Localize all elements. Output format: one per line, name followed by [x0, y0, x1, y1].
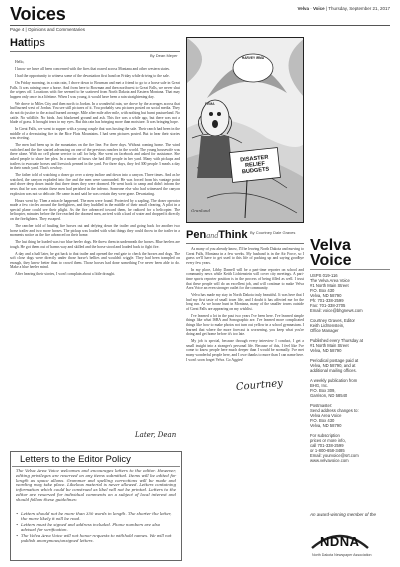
publication-info-line: Fax: 701-338-2705 [310, 303, 346, 308]
hattips-byline: By Dean Meyer [150, 53, 178, 58]
publication-info-block [310, 338, 390, 353]
hattips-paragraph: The men had been up in the mountains on the fire line. For three days. Without coming home. The wind switched and the fire started advancing on one of the previous ranches in the world. The young housewife was there alone. With no cell phone service to call for help. She went on facebook and asked for assistance. She asked people to share her plea. In a matter of hours she had 400 people in her yard. Many with pickups and trailers to evacuate horses and livestock penned in the yard. For three days, they fed 300 people 3 meals a day in their ranch yard. That's cowboy. [10, 143, 180, 171]
publication-info [310, 273, 390, 468]
cartoon-credit: Granlund [191, 208, 211, 213]
letters-policy-rule-item: • Letters should not be more than 350 words in length. The shorter the letter, the more likely it will be read. [16, 512, 176, 522]
hattips-heading [10, 37, 45, 49]
publication-info-block [310, 273, 390, 313]
publication-info-block [310, 358, 390, 373]
publication-info-line: P.O. Box 430 [310, 418, 335, 423]
publication-info-line: additional mailing offices. [310, 368, 357, 373]
publication-info-line: call 701-338-2599 [310, 443, 344, 448]
ndna-subtext: North Dakota Newspaper Association [312, 553, 372, 557]
publication-info-block [310, 378, 390, 398]
hattips-paragraph: We drove to Miles City and then north to Jordan. In a wonderful rain, we drove by the acreages across that had burned west of Jordan. You see still pictures of it. You probably saw pictures posted on social media. They do not do justice to the actual burned acreage. Mile after mile after mile, with nothing but burnt pastureland. No cattle. No wildlife. No birds. Just blackened ground and ash. This fire was a while ago, but there was not a blade of grass. It brought tears to my eyes. But this rain has bringing more than moisture. It was bringing hope. [10, 101, 180, 125]
publication-info-line: Ph: 701-338-2599 [310, 298, 344, 303]
pen-think-signature: Courtney [235, 377, 284, 394]
hattips-paragraph: I know we have all been concerned with the fires that roared across Montana and other western states. [15, 66, 170, 71]
publication-info-line: Velva, ND 58790, and at [310, 363, 356, 368]
hattips-paragraph: Hours went by. Then a miracle happened. The men were found. Protected by a sapling. The dozer operator made a few circles around the firefighters, and they huddled in the middle of their small clearing. A pilot in a special plane could see their plight. As the fire advanced toward them, he radioed for a helicopter. The helicopter, minutes before the fire reached the doomed men, arrived with a load of water and dropped it directly on the firefighters. They escaped. [10, 198, 180, 221]
pen-think-rule [186, 243, 304, 244]
paper-name: Velva [297, 6, 309, 11]
hattips-paragraph: A day and a half later, he got back to that trailer and opened the end gate to check the horses and dogs. The soft close dogs were directly under those horse's bellies and wouldn't wiggle. They had been trampled on enough, they knew better than to crowd them. Those horses had done something I've never been able to do. Make a blue heeler mind. [10, 251, 180, 270]
hattips-paragraph: On Friday morning, in a rain rain, I drove down to Bowman and met a friend to go to a horse sale in Great Falls. It was raining once a horse. And from here to Bowman and then northwest to Great Falls, we never shut the wipers off. Locations with fire seemed to be scattered from North Dakota and Eastern Montana. That may happen only once in a lifetime. When I was young, it would have been a rain straightening day. [10, 80, 180, 99]
pen-think-paragraph: My job is special, because through every interview I conduct, I get a small insight into a stranger's personal life. Because of this, I feel like I've come to know people here much deeper than I would be normally. I've met many wonderful people here, and I owe thanks to more than I can name here. I won't soon forget Velva. Go Aggies! [186, 339, 304, 362]
publication-info-line: Velva, ND 58790 [310, 348, 342, 353]
section-subtitle: Opinions and Commentaries [27, 27, 85, 32]
pen-title: Pen [186, 229, 207, 241]
letters-policy-rule-item: • The Velva Area Voice will not honor requests to withhold names. We will not publish anonymous/unsigned letters. [16, 534, 176, 544]
publication-info-line: www.velvavoice.com [310, 458, 349, 463]
pen-think-article [186, 247, 304, 395]
logo-line-1: Velva [310, 237, 351, 254]
pen-think-paragraph: In my place, Libby Darnell will be a part-time reporter on school and community news while Keith Lichtenstein will cover city meetings. A part-time sports reporter position is in the process of being filled as well. I trust that these people will do an excellent job, and will continue to make Velva Area Voice an even stronger outlet for the community. [186, 267, 304, 291]
cartoon-sign: DISASTER RELIEF BUDGETS [239, 154, 270, 176]
cartoon-drawing [187, 38, 304, 223]
publication-info-line: Published every Thursday at [310, 338, 363, 343]
dateline-divider: | [325, 6, 328, 11]
publication-info-line: BHG, Inc. [310, 383, 329, 388]
publication-info-block [310, 403, 390, 428]
hattips-paragraph: Hello, [15, 60, 25, 64]
editorial-cartoon [186, 37, 304, 223]
publication-info-line: or 1-800-658-3485 [310, 448, 345, 453]
pen-think-byline: By Courtney Dale Graves [250, 230, 296, 235]
hattips-title-bold: Hat [10, 37, 28, 49]
publication-info-block [310, 318, 390, 333]
hattips-paragraph: In Great Falls, we went to supper with a young couple that was hosting the sale. Their ranch had been in the middle of a devastating fire in the Rice Flats Mountains. I had seen pictures posted. But to hear their stories was riveting. [10, 127, 180, 141]
publication-info-line: Send address changes to: [310, 408, 359, 413]
publication-info-line: Garrison, ND 58540 [310, 393, 348, 398]
pen-and-title: and [206, 231, 219, 240]
publication-info-line: Office Manager [310, 328, 339, 333]
publication-info-line: Velva, ND 58790 [310, 423, 342, 428]
hattips-article [10, 60, 180, 436]
hattips-rule [10, 51, 180, 52]
letters-policy-body: The Velva Area Voice welcomes and encourages letters to the editor. However, editing privileges are reserved on any items submitted. Items will be edited for length as space allows. Grammar and spelling corrections will be made and wording may take place. Libelous material is never allowed. Letters containing information which could be construed as libel will not be printed. Letters to the editor are reserved for individual comments on a subject of local interest and should follow these guidelines: [16, 468, 176, 502]
hattips-paragraph: The father told of watching a dozer go over a steep incline and down into a canyon. Three times. And as he watched, the canyon exploded into fire and the men were surrounded. He was forced from his vantage point and drove deep down inside that three times they were doomed. He went back to camp and didn't inform the news that he was certain these men had perished in the inferno. Someone else who had witnessed the canyon explosion was not so delicate. He came in and said he was certain they were gone. Devastating. [10, 173, 180, 196]
paper-dateline [297, 6, 390, 11]
hattips-paragraph: The rancher told of hauling fire horses out and defying down the trailer and going back for another two horse trailer and two more horses. The pickup was loaded with what things they could throw in the trailer in a moments notice as the fire advanced on their home. [10, 223, 180, 238]
think-title: Think [218, 229, 248, 241]
paper-name-2: Voice [313, 6, 325, 11]
hattips-paragraph: The last thing he loaded was two blue heeler dogs. He threw them in underneath the horses. Blue heelers are tough. He got them out of harms way and skilled and the horse stood and loaded back to fight fire. [10, 240, 180, 249]
letters-policy-title: Letters to the Editor Policy [20, 454, 131, 465]
hattips-paragraph: After hearing their stories, I won't complain about a little drought. [15, 272, 116, 277]
publication-info-line: #1 North Main Street [310, 343, 349, 348]
publication-info-line: prices or more info, [310, 438, 346, 443]
issue-date: Thursday, September 21, 2017 [328, 6, 390, 11]
pen-think-paragraph: I've learned a lot in the past two years I've been here. I've learned simple things like what ISBA and Sonographic are. I've learned more complicated things like how to make photos not turn out yellow in a school gymnasium. I learned that where the more forecast is worsening, you keep what you're doing and get home before it's too late. [186, 313, 304, 337]
ndna-logo-text: NDNA [320, 534, 360, 549]
letters-policy-rule-item: • Letters must be signed and address included. Phone numbers are also advised for verification. [16, 523, 176, 533]
cartoon-fema-label: FEMA [205, 102, 215, 106]
section-title: Voices [10, 4, 66, 24]
hattips-title-light: tips [27, 37, 45, 49]
letters-policy-rules [16, 512, 176, 545]
logo-rule [310, 269, 390, 270]
hattips-signature: Later, Dean [135, 431, 177, 439]
paper-name-separator: · [310, 6, 312, 11]
publication-info-line: For subscription [310, 433, 340, 438]
publication-info-line: Courtney Graves, Editor [310, 318, 355, 323]
publication-info-line: Email: yourvoice@srt.com [310, 453, 359, 458]
letters-policy-rule [12, 466, 180, 467]
publication-info-line: USPS 019-116 [310, 273, 338, 278]
pen-think-paragraph: Velva has made my stay in North Dakota truly beautiful. It was here that I had my first taste of small town life, and I doubt it has affected me for the long run. As we house hunt in Montana, many of the smaller towns outside of Great Falls are appearing on my wishlist. [186, 293, 304, 311]
publication-info-line: P.O. Box 430 [310, 288, 335, 293]
publication-info-line: Postmaster: [310, 403, 333, 408]
publication-info-line: A weekly publication from [310, 378, 358, 383]
publication-info-block [310, 433, 390, 463]
publication-info-line: Velva Area Voice [310, 413, 342, 418]
publication-info-line: Velva, ND 58790 [310, 293, 342, 298]
page-number: Page 4 [10, 27, 25, 32]
page-label-divider: | [25, 27, 27, 32]
publication-info-line: The Velva Area Voice [310, 278, 350, 283]
publication-info-line: Keith Lichtenstein, [310, 323, 345, 328]
pen-think-paragraph: As many of you already know, I'll be leaving North Dakota and moving to Great Falls, Montana in a few weeks. My husband is in the Air Force, so I guess we'll have to get used to this life of packing up and saying goodbye every few years. [186, 247, 304, 265]
publication-info-line: Periodical postage paid at [310, 358, 359, 363]
velva-voice-logo [310, 238, 352, 268]
logo-line-2: Voice [310, 252, 352, 269]
page-label [10, 27, 85, 32]
cartoon-bubble: HARVEY IRMA [241, 56, 265, 60]
publication-info-line: Email: voice@bhgnews.com [310, 308, 363, 313]
masthead-rule [10, 25, 390, 26]
pen-think-heading [186, 229, 248, 241]
publication-info-line: P.O. Box 309, [310, 388, 336, 393]
publication-info-line: #1 North Main Street [310, 283, 349, 288]
award-text: An award-winning member of the [310, 512, 377, 517]
hattips-paragraph: I had the opportunity to witness some of the devastation first hand on Friday while driving to the sale. [15, 73, 170, 78]
